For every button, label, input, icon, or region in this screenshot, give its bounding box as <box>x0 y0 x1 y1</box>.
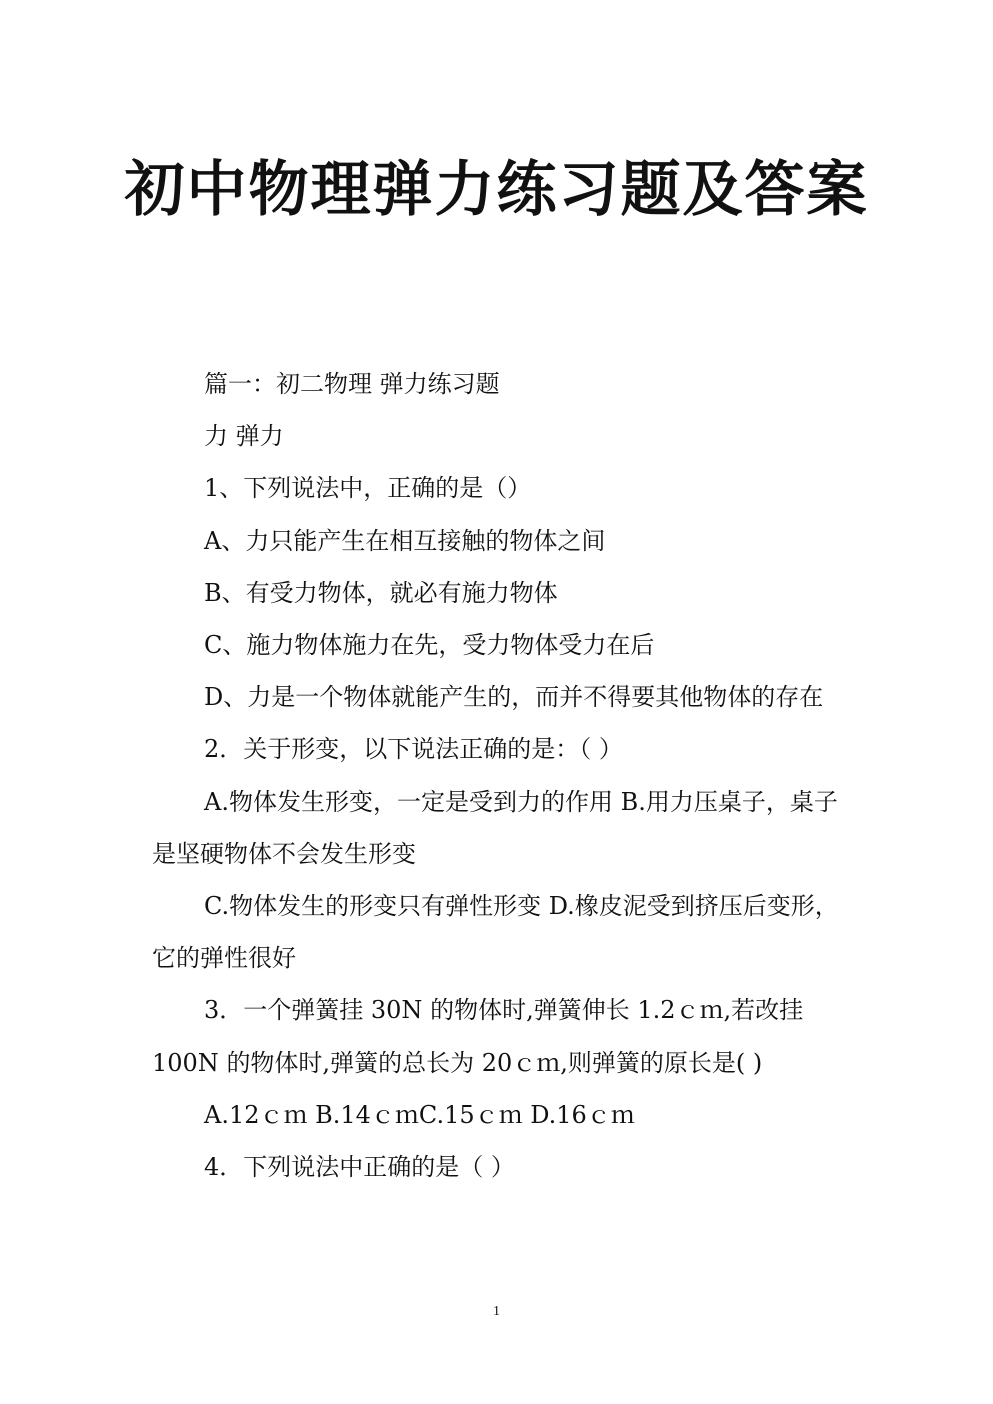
question-1-option-a: A、力只能产生在相互接触的物体之间 <box>204 526 606 555</box>
question-1-option-b: B、有受力物体，就必有施力物体 <box>204 578 558 607</box>
question-1-option-d: D、力是一个物体就能产生的，而并不得要其他物体的存在 <box>204 683 824 712</box>
question-2-option-ab: A.物体发生形变，一定是受到力的作用 B.用力压桌子，桌子是坚硬物体不会发生形变 <box>152 787 838 868</box>
question-2-stem: 2．关于形变，以下说法正确的是：（ ） <box>204 735 623 764</box>
question-1-stem: 1、下列说法中，正确的是（） <box>204 474 532 503</box>
question-3-stem: 3．一个弹簧挂 30N 的物体时,弹簧伸长 1.2ｃｍ,若改挂 100N 的物体时,弹簧的总长为 20ｃｍ,则弹簧的原长是( ) <box>152 996 804 1077</box>
document-body <box>152 358 842 1193</box>
document-title: 初中物理弹力练习题及答案 <box>124 155 869 225</box>
question-3-options: A.12ｃｍ B.14ｃｍC.15ｃｍ D.16ｃｍ <box>204 1100 635 1129</box>
page-number: 1 <box>493 1304 500 1319</box>
question-1-option-c: C、施力物体施力在先，受力物体受力在后 <box>204 631 655 660</box>
question-2-option-cd: C.物体发生的形变只有弹性形变 D.橡皮泥受到挤压后变形，它的弹性很好 <box>152 892 839 973</box>
section-heading: 篇一：初二物理 弹力练习题 <box>204 370 500 398</box>
question-4-stem: 4．下列说法中正确的是（ ） <box>204 1153 515 1182</box>
subheading: 力 弹力 <box>204 422 284 451</box>
